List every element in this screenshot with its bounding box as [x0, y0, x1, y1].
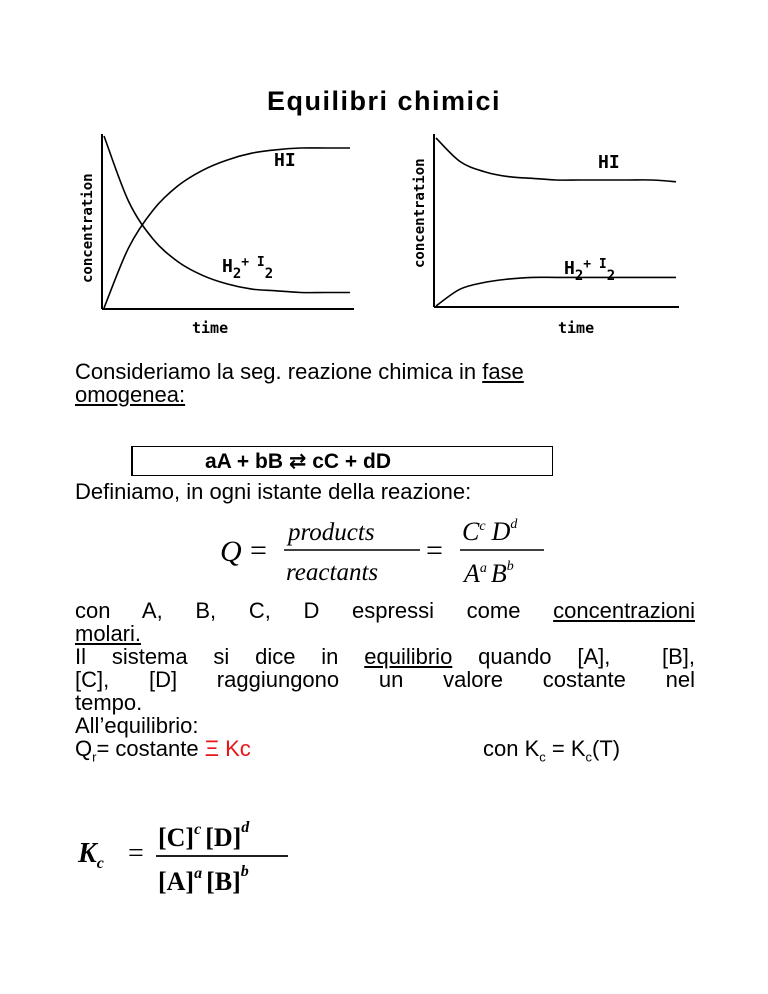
q-denominator-ab: $A^a$ $B^b$	[464, 559, 514, 588]
curve-h2-i2	[436, 277, 676, 306]
q-formula	[210, 510, 570, 590]
equilibrium-line-3: tempo.	[75, 690, 143, 715]
all-equilibrium: All’equilibrio:	[75, 713, 199, 738]
equilibrium-text-a: Il sistema si dice in	[75, 644, 365, 669]
series-label-h2-i2: $H_2^{+ I}_2$	[564, 257, 616, 284]
kc-equals: =	[128, 838, 144, 869]
series-label-hi: HI	[274, 150, 296, 171]
y-axis-label: concentration	[80, 173, 96, 283]
chart-right	[404, 128, 694, 340]
q-denominator: reactants	[286, 559, 379, 586]
molar-line-2	[75, 622, 695, 645]
q-numerator-cd: $C^c$ $D^d$	[462, 517, 518, 546]
intro-line-1	[75, 360, 695, 383]
qr-expression: $Q_r=$ costante Ξ Kc	[75, 736, 251, 765]
equilibrium-line-1	[75, 645, 695, 668]
kc-formula-svg	[76, 812, 336, 902]
molar-text: con A, B, C, D espressi come	[75, 598, 554, 623]
chart-left	[74, 128, 364, 340]
series-label-hi: HI	[598, 152, 620, 173]
kc-numerator: $[C]^c$ $[D]^d$	[158, 819, 250, 852]
kc-symbol: $K_c$	[78, 838, 104, 872]
intro-paragraph	[75, 360, 695, 406]
molar-line-1	[75, 599, 695, 622]
molar-paragraph	[75, 598, 696, 765]
molar-underlined-molari: molari.	[75, 621, 142, 646]
intro-line-2	[75, 383, 695, 406]
kc-denominator: $[A]^a$ $[B]^b$	[158, 863, 249, 896]
equilibrium-line-2: [C], [D] raggiungono un valore costante nel	[75, 667, 695, 692]
kc-symbol-red: Ξ Kc	[204, 736, 251, 761]
qr-line	[75, 736, 695, 765]
series-label-h2-i2: $H_2^{+ I}_2$	[222, 255, 274, 282]
y-axis-label: concentration	[412, 158, 428, 268]
curve-hi	[436, 138, 676, 182]
q-numerator: products	[288, 519, 375, 546]
q-symbol: Q	[220, 535, 242, 568]
intro-text: Consideriamo la seg. reazione chimica in	[75, 359, 483, 384]
reaction-equation: aA + bB ⇄ cC + dD	[205, 450, 392, 473]
x-axis-label: time	[192, 319, 229, 337]
equals-sign-1: =	[250, 534, 267, 567]
equilibrium-underlined: equilibrio	[364, 644, 453, 669]
molar-underlined-concentrazioni: concentrazioni	[553, 598, 695, 623]
kc-formula	[76, 812, 336, 902]
equals-sign-2: =	[426, 534, 443, 567]
define-text: Definiamo, in ogni istante della reazione:	[75, 479, 472, 504]
chart-right-svg	[404, 128, 694, 340]
kc-temperature-relation: con $K_c = K_c(T)$	[483, 736, 621, 765]
chart-left-svg	[74, 128, 364, 340]
reaction-box	[131, 446, 553, 476]
q-formula-svg	[210, 510, 570, 590]
x-axis-label: time	[558, 319, 595, 337]
intro-underlined-fase: fase	[482, 359, 524, 384]
page-title: Equilibri chimici	[266, 86, 502, 116]
equilibrium-text-b: quando [A], [B],	[452, 644, 696, 669]
intro-underlined-omogenea: omogenea:	[75, 382, 186, 407]
